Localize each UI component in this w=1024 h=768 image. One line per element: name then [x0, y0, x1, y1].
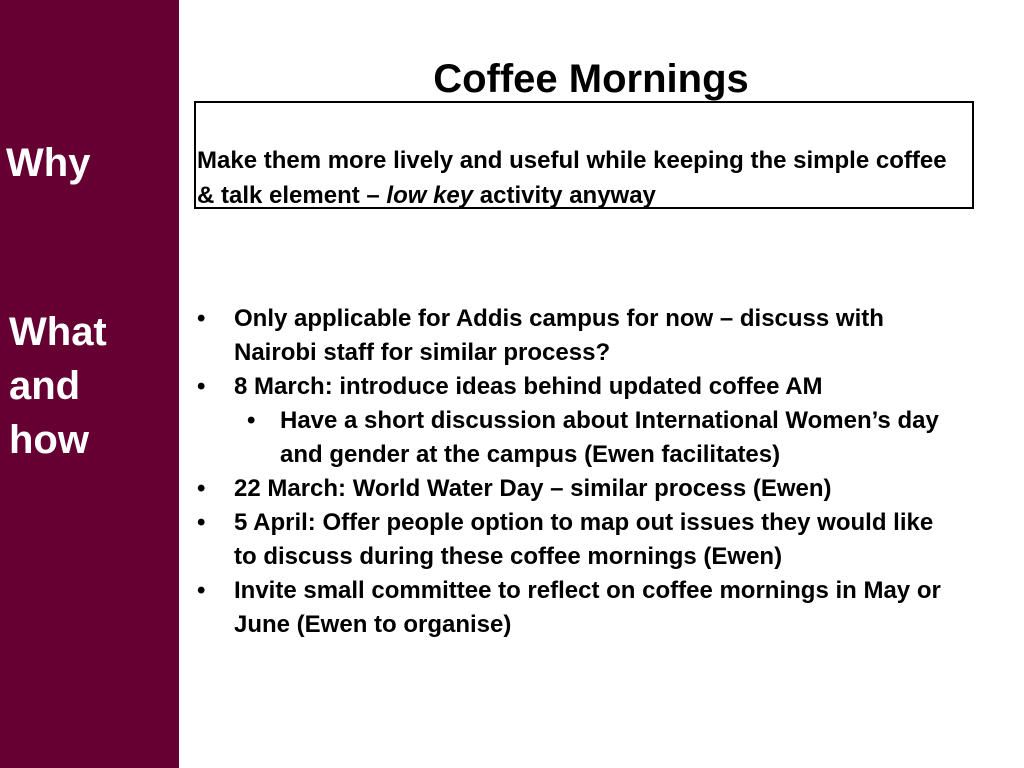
bullet-text: 22 March: World Water Day – similar process (Ewen)	[234, 475, 832, 502]
bullet-item	[194, 302, 954, 370]
why-text-end: activity anyway	[473, 182, 656, 209]
bullet-text: Invite small committee to reflect on coffee mornings in May or June (Ewen to organise)	[234, 577, 941, 638]
bullet-dot-icon: •	[197, 475, 206, 502]
bullet-item	[194, 506, 954, 574]
bullet-item	[194, 472, 954, 506]
bullet-dot-icon: •	[247, 407, 256, 434]
sidebar-what-and-how-label	[9, 305, 107, 467]
bullet-text: 5 April: Offer people option to map out issues they would like to discuss during these coffee mornings (Ewen)	[234, 509, 934, 570]
bullet-text: Have a short discussion about International Women’s day and gender at the campus (Ewen facilitates)	[280, 407, 939, 468]
sub-bullet-item	[194, 404, 954, 472]
why-text-emphasis: low key	[386, 182, 474, 209]
bullet-dot-icon: •	[197, 305, 206, 332]
sidebar-and-line: and	[9, 364, 81, 408]
why-text	[197, 143, 967, 213]
sidebar	[0, 0, 179, 768]
bullet-dot-icon: •	[197, 577, 206, 604]
bullet-text: Only applicable for Addis campus for now – discuss with Nairobi staff for similar process?	[234, 305, 884, 366]
bullet-text: 8 March: introduce ideas behind updated coffee AM	[234, 373, 823, 400]
bullet-item	[194, 370, 954, 404]
sidebar-how-line: how	[9, 418, 89, 462]
what-and-how-bullet-list	[194, 302, 954, 642]
why-text-main: Make them more lively and useful while keeping the simple coffee & talk element –	[197, 147, 947, 209]
bullet-item	[194, 574, 954, 642]
slide-title: Coffee Mornings	[433, 57, 749, 101]
bullet-dot-icon: •	[197, 509, 206, 536]
bullet-dot-icon: •	[197, 373, 206, 400]
sidebar-why-label: Why	[6, 141, 91, 185]
sidebar-what-line: What	[9, 310, 107, 354]
